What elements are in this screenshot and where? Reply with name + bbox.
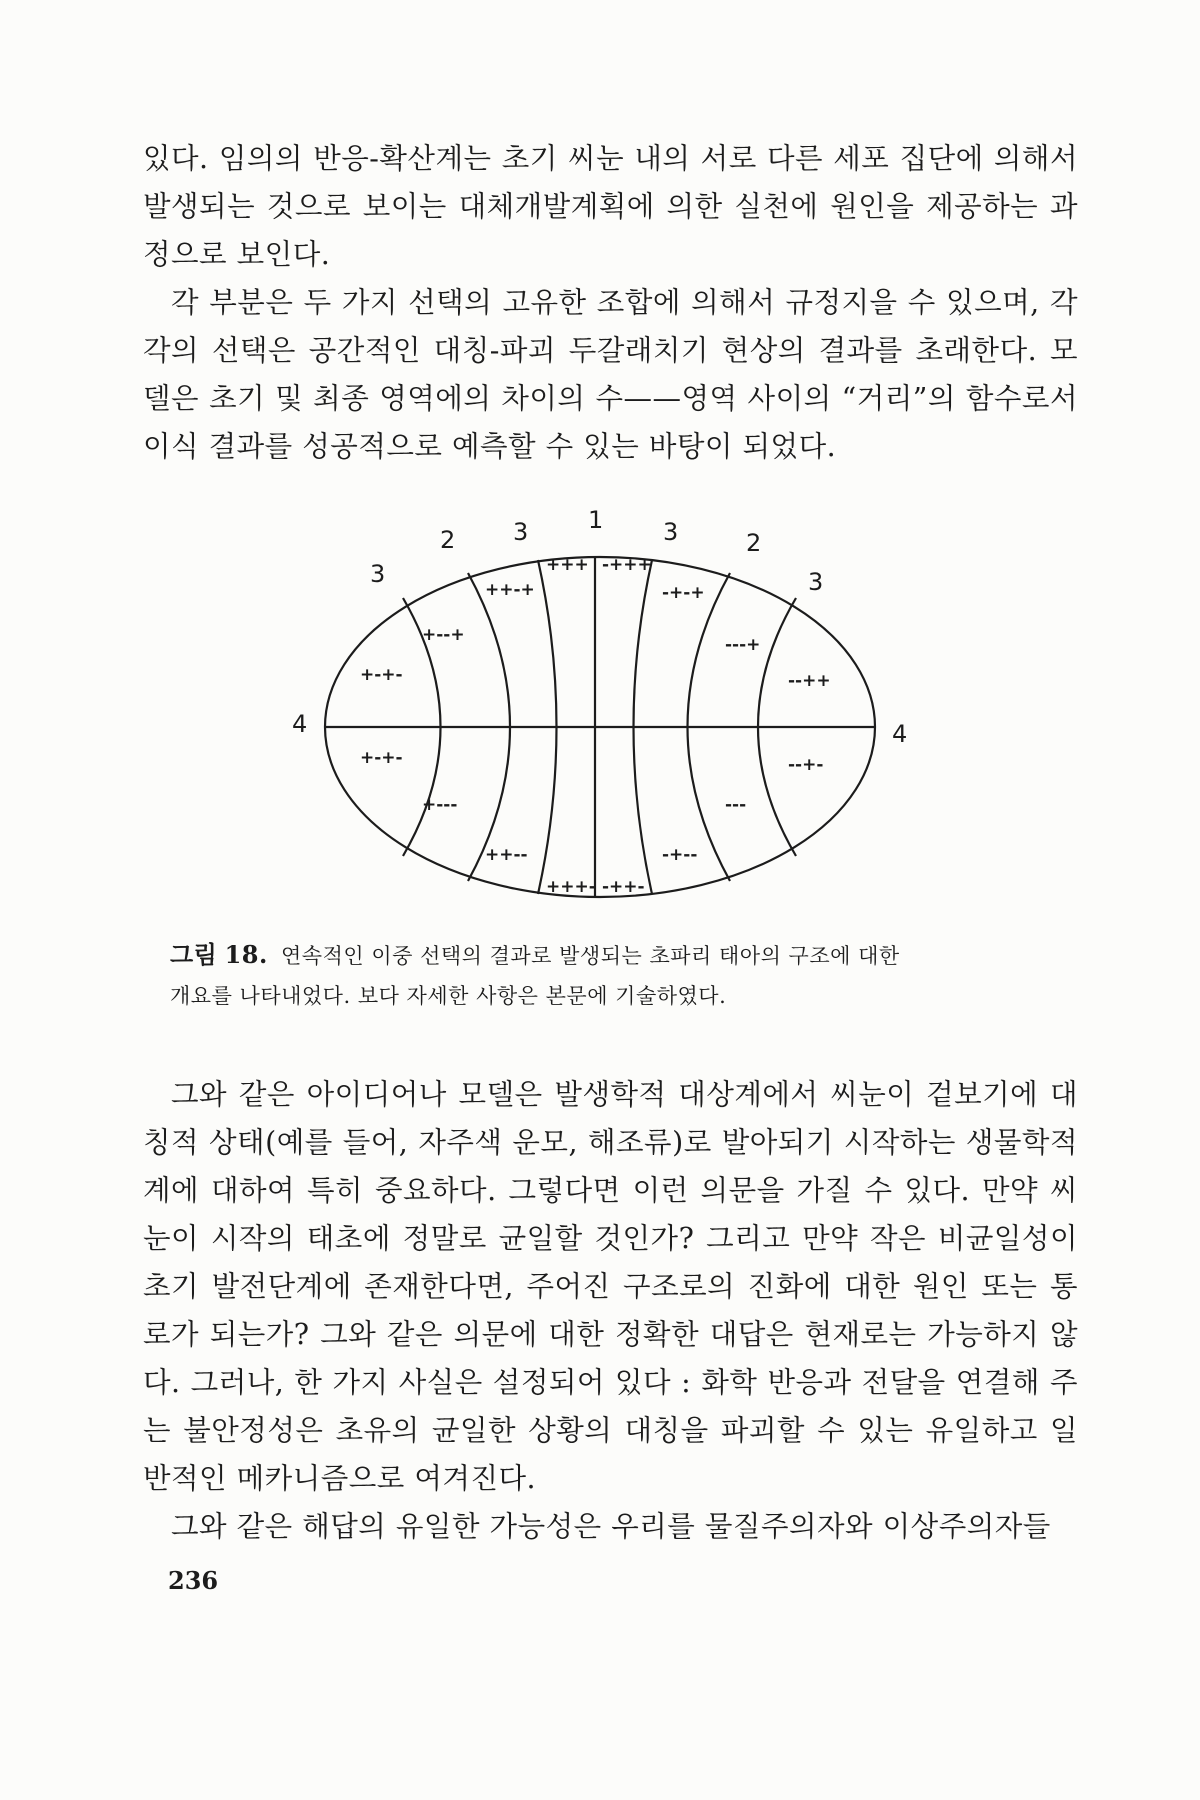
region-label-lower: ---	[725, 795, 747, 815]
figure-caption	[170, 935, 1070, 1016]
boundary-number: 2	[746, 529, 762, 557]
paragraph: 그와 같은 아이디어나 모델은 발생학적 대상계에서 씨눈이 겉보기에 대칭적 상태(예를 들어, 자주색 운모, 해조류)로 발아되기 시작하는 생물학적 계에 대하여 특히 중요하다. 그렇다면 이런 의문을 가질 수 있다. 만약 씨눈이 시작의 태초에 정말로 균일할 것인가? 그리고 만약 작은 비균일성이 초기 발전단계에 존재한다면, 주어진 구조로의 진화에 대한 원인 또는 통로가 되는가? 그와 같은 의문에 대한 정확한 대답은 현재로는 가능하지 않다. 그러나, 한 가지 사실은 설정되어 있다 : 화학 반응과 전달을 연결해 주는 불안정성은 초유의 균일한 상황의 대칭을 파괴할 수 있는 유일하고 일반적인 메카니즘으로 여겨진다.	[143, 1078, 1078, 1495]
region-label-lower: -++-	[602, 877, 645, 897]
embryo-schematic-diagram	[240, 500, 960, 920]
region-label-lower: -+--	[662, 845, 698, 865]
region-label-lower: ++--	[485, 845, 528, 865]
region-label-upper: -+-+	[662, 583, 705, 603]
region-label-upper: +-+-	[360, 665, 403, 685]
region-label-upper: ---+	[725, 635, 761, 655]
region-label-upper: --++	[788, 671, 831, 691]
boundary-number: 3	[370, 560, 386, 588]
region-label-upper: -+++	[602, 555, 652, 575]
boundary-number: 3	[663, 518, 679, 546]
region-label-lower: +-+-	[360, 748, 403, 768]
region-label-lower: +++-	[546, 877, 596, 897]
figure-label: 그림	[170, 940, 218, 969]
paragraph: 각 부분은 두 가지 선택의 고유한 조합에 의해서 규정지을 수 있으며, 각각의 선택은 공간적인 대칭-파괴 두갈래치기 현상의 결과를 초래한다. 모델은 초기 및 최종 영역에의 차이의 수——영역 사이의 “거리”의 함수로서 이식 결과를 성공적으로 예측할 수 있는 바탕이 되었다.	[143, 286, 1078, 463]
region-label-upper: ++-+	[485, 580, 535, 600]
caption-line-2: 개요를 나타내었다. 보다 자세한 사항은 본문에 기술하였다.	[170, 984, 727, 1008]
boundary-number: 3	[808, 568, 824, 596]
region-label-lower: +---	[422, 795, 458, 815]
boundary-number: 1	[588, 506, 604, 534]
boundary-number: 4	[892, 720, 908, 748]
paragraph: 그와 같은 해답의 유일한 가능성은 우리를 물질주의자와 이상주의자들	[171, 1510, 1051, 1543]
body-text-bottom	[143, 1071, 1078, 1551]
region-label-upper: +--+	[422, 625, 465, 645]
paragraph: 있다. 임의의 반응-확산계는 초기 씨눈 내의 서로 다른 세포 집단에 의해서 발생되는 것으로 보이는 대체개발계획에 의한 실천에 원인을 제공하는 과정으로 보인다.	[143, 142, 1078, 271]
body-text-top	[143, 135, 1078, 471]
region-label-lower: --+-	[788, 755, 824, 775]
caption-line-1: 연속적인 이중 선택의 결과로 발생되는 초파리 태아의 구조에 대한	[281, 944, 900, 968]
region-label-upper: +++	[546, 555, 589, 575]
boundary-number: 2	[440, 526, 456, 554]
boundary-number: 3	[513, 518, 529, 546]
boundary-number: 4	[292, 710, 308, 738]
figure-number: 18.	[224, 940, 268, 969]
page-number: 236	[168, 1566, 219, 1595]
